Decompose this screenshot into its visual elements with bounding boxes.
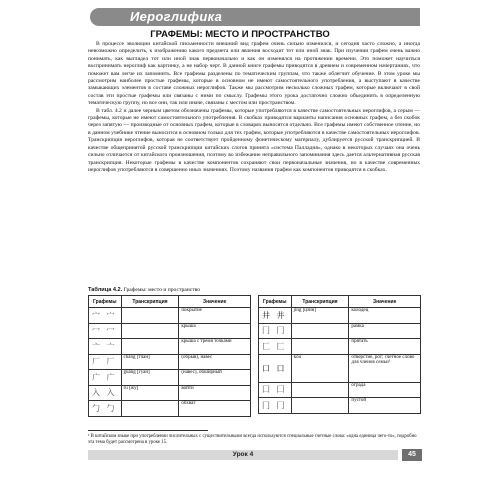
chapter-banner — [90, 8, 420, 26]
grapheme-cell: 冂 冂 — [259, 323, 292, 339]
transcription-cell — [121, 339, 179, 355]
table-caption-label: Таблица 4.2. — [88, 287, 123, 293]
column-header-meaning: Значение — [179, 296, 251, 308]
section-title: ГРАФЕМЫ: МЕСТО И ПРОСТРАНСТВО — [150, 29, 330, 40]
column-header-meaning: Значение — [349, 296, 421, 308]
table-row — [89, 339, 251, 355]
table-row — [259, 398, 421, 414]
paragraph: В табл. 4.2 и далее черным цветом обозначены графемы, которые употребляются в качестве самостоятельных иероглифов, а серым — графемы, которые не имеют самостоятельного употребления. В скобках приводятся варианты написания основных графем, а без скобок через запятую — производные от основных графем, которые в словарях выносятся отдельно. Все графемы имеют собственное чтение, но в данном учебнике чтение выносится в основном только для тех графем, которые употребляются в качестве самостоятельных иероглифов. Транскрипция иероглифов, которая не соответствует пройденному фонетическому материалу, дублируется русской транскрипцией. В качестве общепринятой русской транскрипции китайских слогов принята «система Палладия», однако в некоторых случаях она очень сильно отличается от китайского произношения, поэтому во избежание неправильного запоминания здесь дается альтернативная русская транскрипция. Некоторые графемы в качестве компонентов сохраняют свои первоначальные значения, но в качестве современных иероглифов употребляются в совершенно иных значениях. Поэтому названия графем как компонентов приводятся в скобках. — [88, 107, 420, 173]
transcription-cell: chǎng [тчан] — [121, 354, 179, 370]
grapheme-cell: 匚 匚 — [259, 339, 292, 355]
table-row — [259, 323, 421, 339]
table-caption — [88, 287, 200, 293]
column-header-transcription: Транскрипция — [291, 296, 349, 308]
transcription-cell — [291, 339, 349, 355]
meaning-cell: (обрыв), навес — [179, 354, 251, 370]
meaning-cell: отверстие, рот; счетное слово для членов семьи¹ — [349, 354, 421, 382]
column-header-transcription: Транскрипция — [121, 296, 179, 308]
grapheme-cell: 囗 囗 — [259, 382, 292, 398]
page-number: 45 — [402, 449, 422, 461]
graphemes-table-left — [88, 295, 251, 417]
table-row — [259, 339, 421, 355]
transcription-cell: rù [жу] — [121, 385, 179, 401]
column-header-graphemes: Графемы — [89, 296, 122, 308]
table-row — [259, 354, 421, 382]
grapheme-cell: 勹 勹 — [89, 401, 122, 417]
transcription-cell — [291, 382, 349, 398]
grapheme-cell: 井 井 — [259, 308, 292, 324]
meaning-cell: пустой — [349, 398, 421, 414]
meaning-cell: покрытие — [179, 308, 251, 324]
grapheme-cell: 厂 厂 — [89, 354, 122, 370]
chapter-title: Иероглифика — [130, 9, 223, 24]
table-row — [89, 308, 251, 324]
grapheme-cell: 广 广 — [89, 370, 122, 386]
transcription-cell: jǐng [цзин] — [291, 308, 349, 324]
grapheme-cell: 宀 宀 — [89, 308, 122, 324]
transcription-cell — [121, 401, 179, 417]
footnote: ¹ В китайском языке при употреблении числительных с существительными всегда используются специальные счетные слова: «одна единица чего-то», подробно эта тема будет рассмотрена в уроке 15. — [88, 434, 417, 445]
grapheme-cell: 冂 冂 — [259, 398, 292, 414]
meaning-cell: обхват — [179, 401, 251, 417]
table-row — [89, 401, 251, 417]
grapheme-cell: 冖 冖 — [89, 323, 122, 339]
meaning-cell: крыша с тремя точками — [179, 339, 251, 355]
transcription-cell — [121, 323, 179, 339]
meaning-cell: ограда — [349, 382, 421, 398]
paragraph: В процессе эволюции китайской письменности внешний вид графем очень сильно изменился, и сегодня часто сложно, а иногда невозможно определить, к изображению какого предмета или явления восходит тот или иной знак. При изучении графем очень важно понимать, как выглядел тот или иной знак первоначально и как он изменялся на протяжении времени. Это поможет научиться воспринимать иероглиф как картинку, а не набор черт. В данной книге графемы приводятся в древнем и современном начертаниях, что поможет вам легче их запомнить. Все графемы разделены по тематическим группам, что также облегчит обучение. В этом уроке мы рассмотрим наиболее простые графемы, которые в основном не имеют самостоятельного употребления, а выступают в качестве замыкающих элементов в составе сложных иероглифов. Также мы рассмотрим несколько сложных графем, которые включают в свой состав эти простые графемы или связаны с ними по смыслу. Графемы этого урока достаточно сложно объединить в определенную тематическую группу, но все они, так или иначе, связаны с местом или пространством. — [88, 41, 420, 107]
meaning-cell: прятать — [349, 339, 421, 355]
meaning-cell: (навес), обширный — [179, 370, 251, 386]
lesson-label: Урок 4 — [232, 451, 254, 458]
transcription-cell — [291, 323, 349, 339]
table-row — [89, 370, 251, 386]
grapheme-cell: 入 入 — [89, 385, 122, 401]
footnote-divider — [88, 430, 208, 431]
transcription-cell: kǒu — [291, 354, 349, 382]
column-header-graphemes: Графемы — [259, 296, 292, 308]
transcription-cell: guǎng [гуан] — [121, 370, 179, 386]
meaning-cell: крыша — [179, 323, 251, 339]
grapheme-cell: 口 口 — [259, 354, 292, 382]
table-caption-text: Графемы: место и пространство — [123, 287, 201, 293]
meaning-cell: рамка — [349, 323, 421, 339]
table-row — [259, 382, 421, 398]
footer-bar — [88, 450, 398, 460]
transcription-cell — [121, 308, 179, 324]
table-row — [89, 385, 251, 401]
grapheme-cell: 亠 亠 — [89, 339, 122, 355]
table-row — [259, 308, 421, 324]
transcription-cell — [291, 398, 349, 414]
table-row — [89, 354, 251, 370]
body-text — [88, 41, 420, 174]
graphemes-table-right — [258, 295, 421, 414]
meaning-cell: войти — [179, 385, 251, 401]
table-row — [89, 323, 251, 339]
meaning-cell: колодец — [349, 308, 421, 324]
